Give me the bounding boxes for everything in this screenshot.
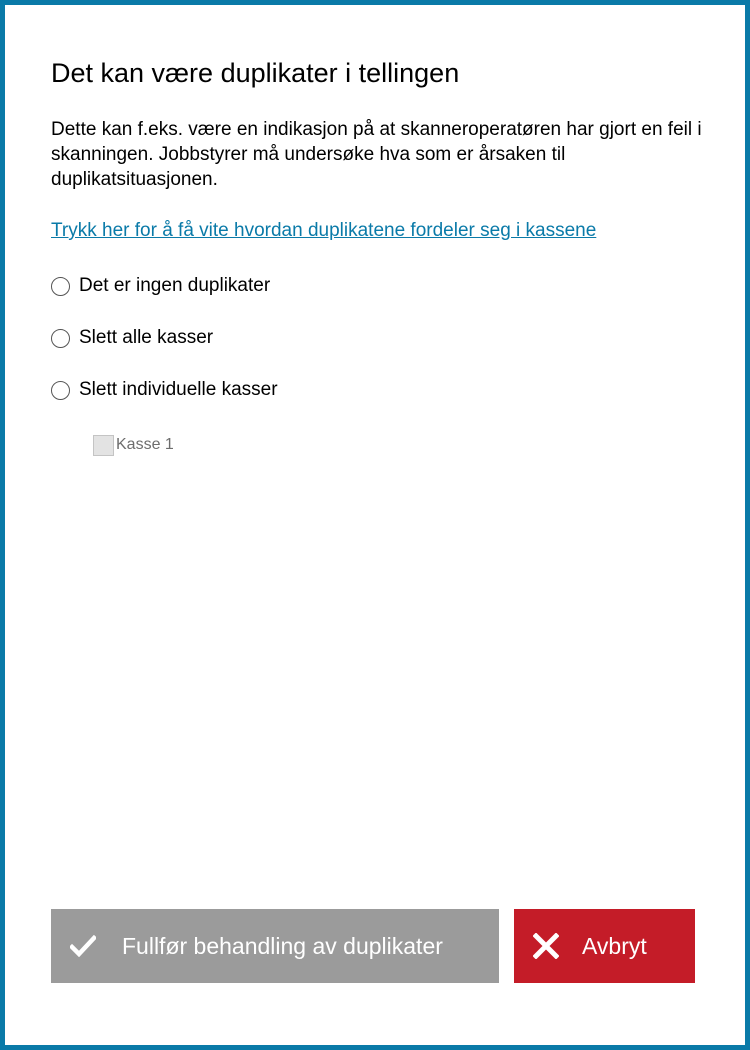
box-checkbox-row bbox=[93, 434, 174, 456]
radio-label: Slett individuelle kasser bbox=[79, 379, 278, 400]
cancel-button-label: Avbryt bbox=[582, 933, 647, 959]
checkmark-icon bbox=[69, 932, 97, 960]
radio-option-delete-all[interactable] bbox=[51, 325, 213, 351]
cancel-button[interactable] bbox=[514, 909, 695, 983]
radio-button[interactable] bbox=[51, 277, 70, 296]
radio-option-delete-individual[interactable] bbox=[51, 377, 278, 403]
dialog-title: Det kan være duplikater i tellingen bbox=[51, 58, 460, 88]
dialog-description: Dette kan f.eks. være en indikasjon på at skanneroperatøren har gjort en feil i skanningen. Jobbstyrer må undersøke hva som er årsaken til duplikatsituasjonen. bbox=[51, 119, 702, 190]
close-icon bbox=[532, 932, 560, 960]
box-checkbox-label: Kasse 1 bbox=[116, 436, 174, 453]
complete-duplicates-button[interactable] bbox=[51, 909, 499, 983]
box-checkbox bbox=[93, 435, 114, 456]
radio-label: Slett alle kasser bbox=[79, 327, 214, 348]
complete-button-label: Fullfør behandling av duplikater bbox=[122, 933, 443, 959]
radio-label: Det er ingen duplikater bbox=[79, 275, 271, 296]
radio-option-no-duplicates[interactable] bbox=[51, 273, 270, 299]
duplicate-distribution-link[interactable]: Trykk her for å få vite hvordan duplikatene fordeler seg i kassene bbox=[51, 220, 597, 241]
radio-button[interactable] bbox=[51, 381, 70, 400]
radio-button[interactable] bbox=[51, 329, 70, 348]
